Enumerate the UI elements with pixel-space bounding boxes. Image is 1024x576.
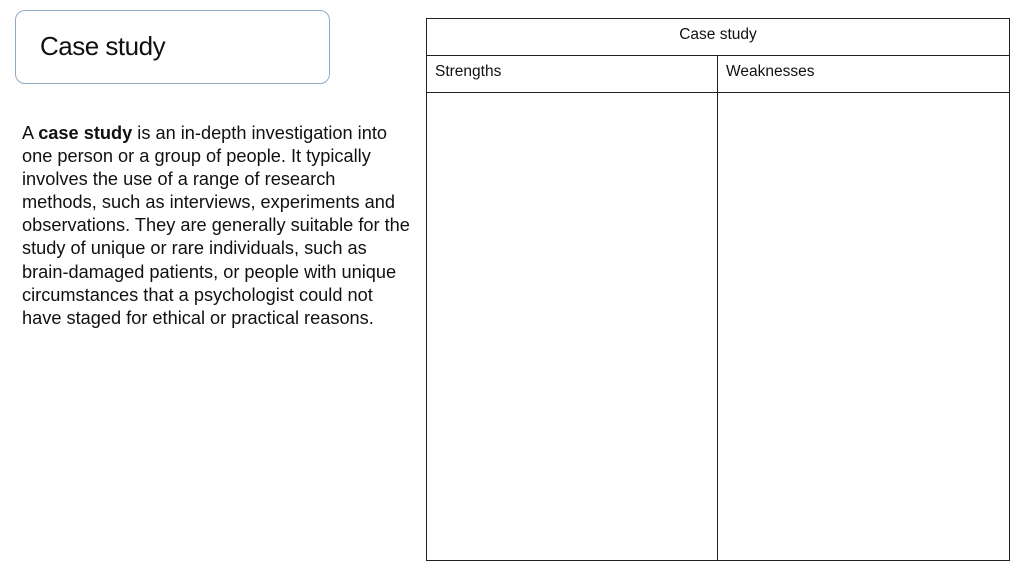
description-paragraph — [22, 122, 412, 330]
weaknesses-header — [718, 56, 1010, 93]
weaknesses-cell[interactable] — [718, 93, 1010, 561]
strengths-header — [427, 56, 718, 93]
description-rest: is an in-depth investigation into one person or a group of people. It typically involves the use of a range of research methods, such as interviews, experiments and observations. They are generally suitable for the study of unique or rare individuals, such as brain-damaged patients, or people with unique circumstances that a psychologist could not have staged for ethical or practical reasons. — [22, 123, 410, 328]
case-study-table — [426, 18, 1010, 561]
strengths-cell[interactable] — [427, 93, 718, 561]
table-header-label: Case study — [679, 26, 757, 43]
strengths-label: Strengths — [435, 63, 502, 80]
title-box — [15, 10, 330, 84]
slide-title: Case study — [40, 31, 166, 61]
table-header — [427, 19, 1010, 56]
description-term: case study — [38, 123, 133, 143]
weaknesses-label: Weaknesses — [726, 63, 815, 80]
description-lead: A — [22, 123, 39, 143]
